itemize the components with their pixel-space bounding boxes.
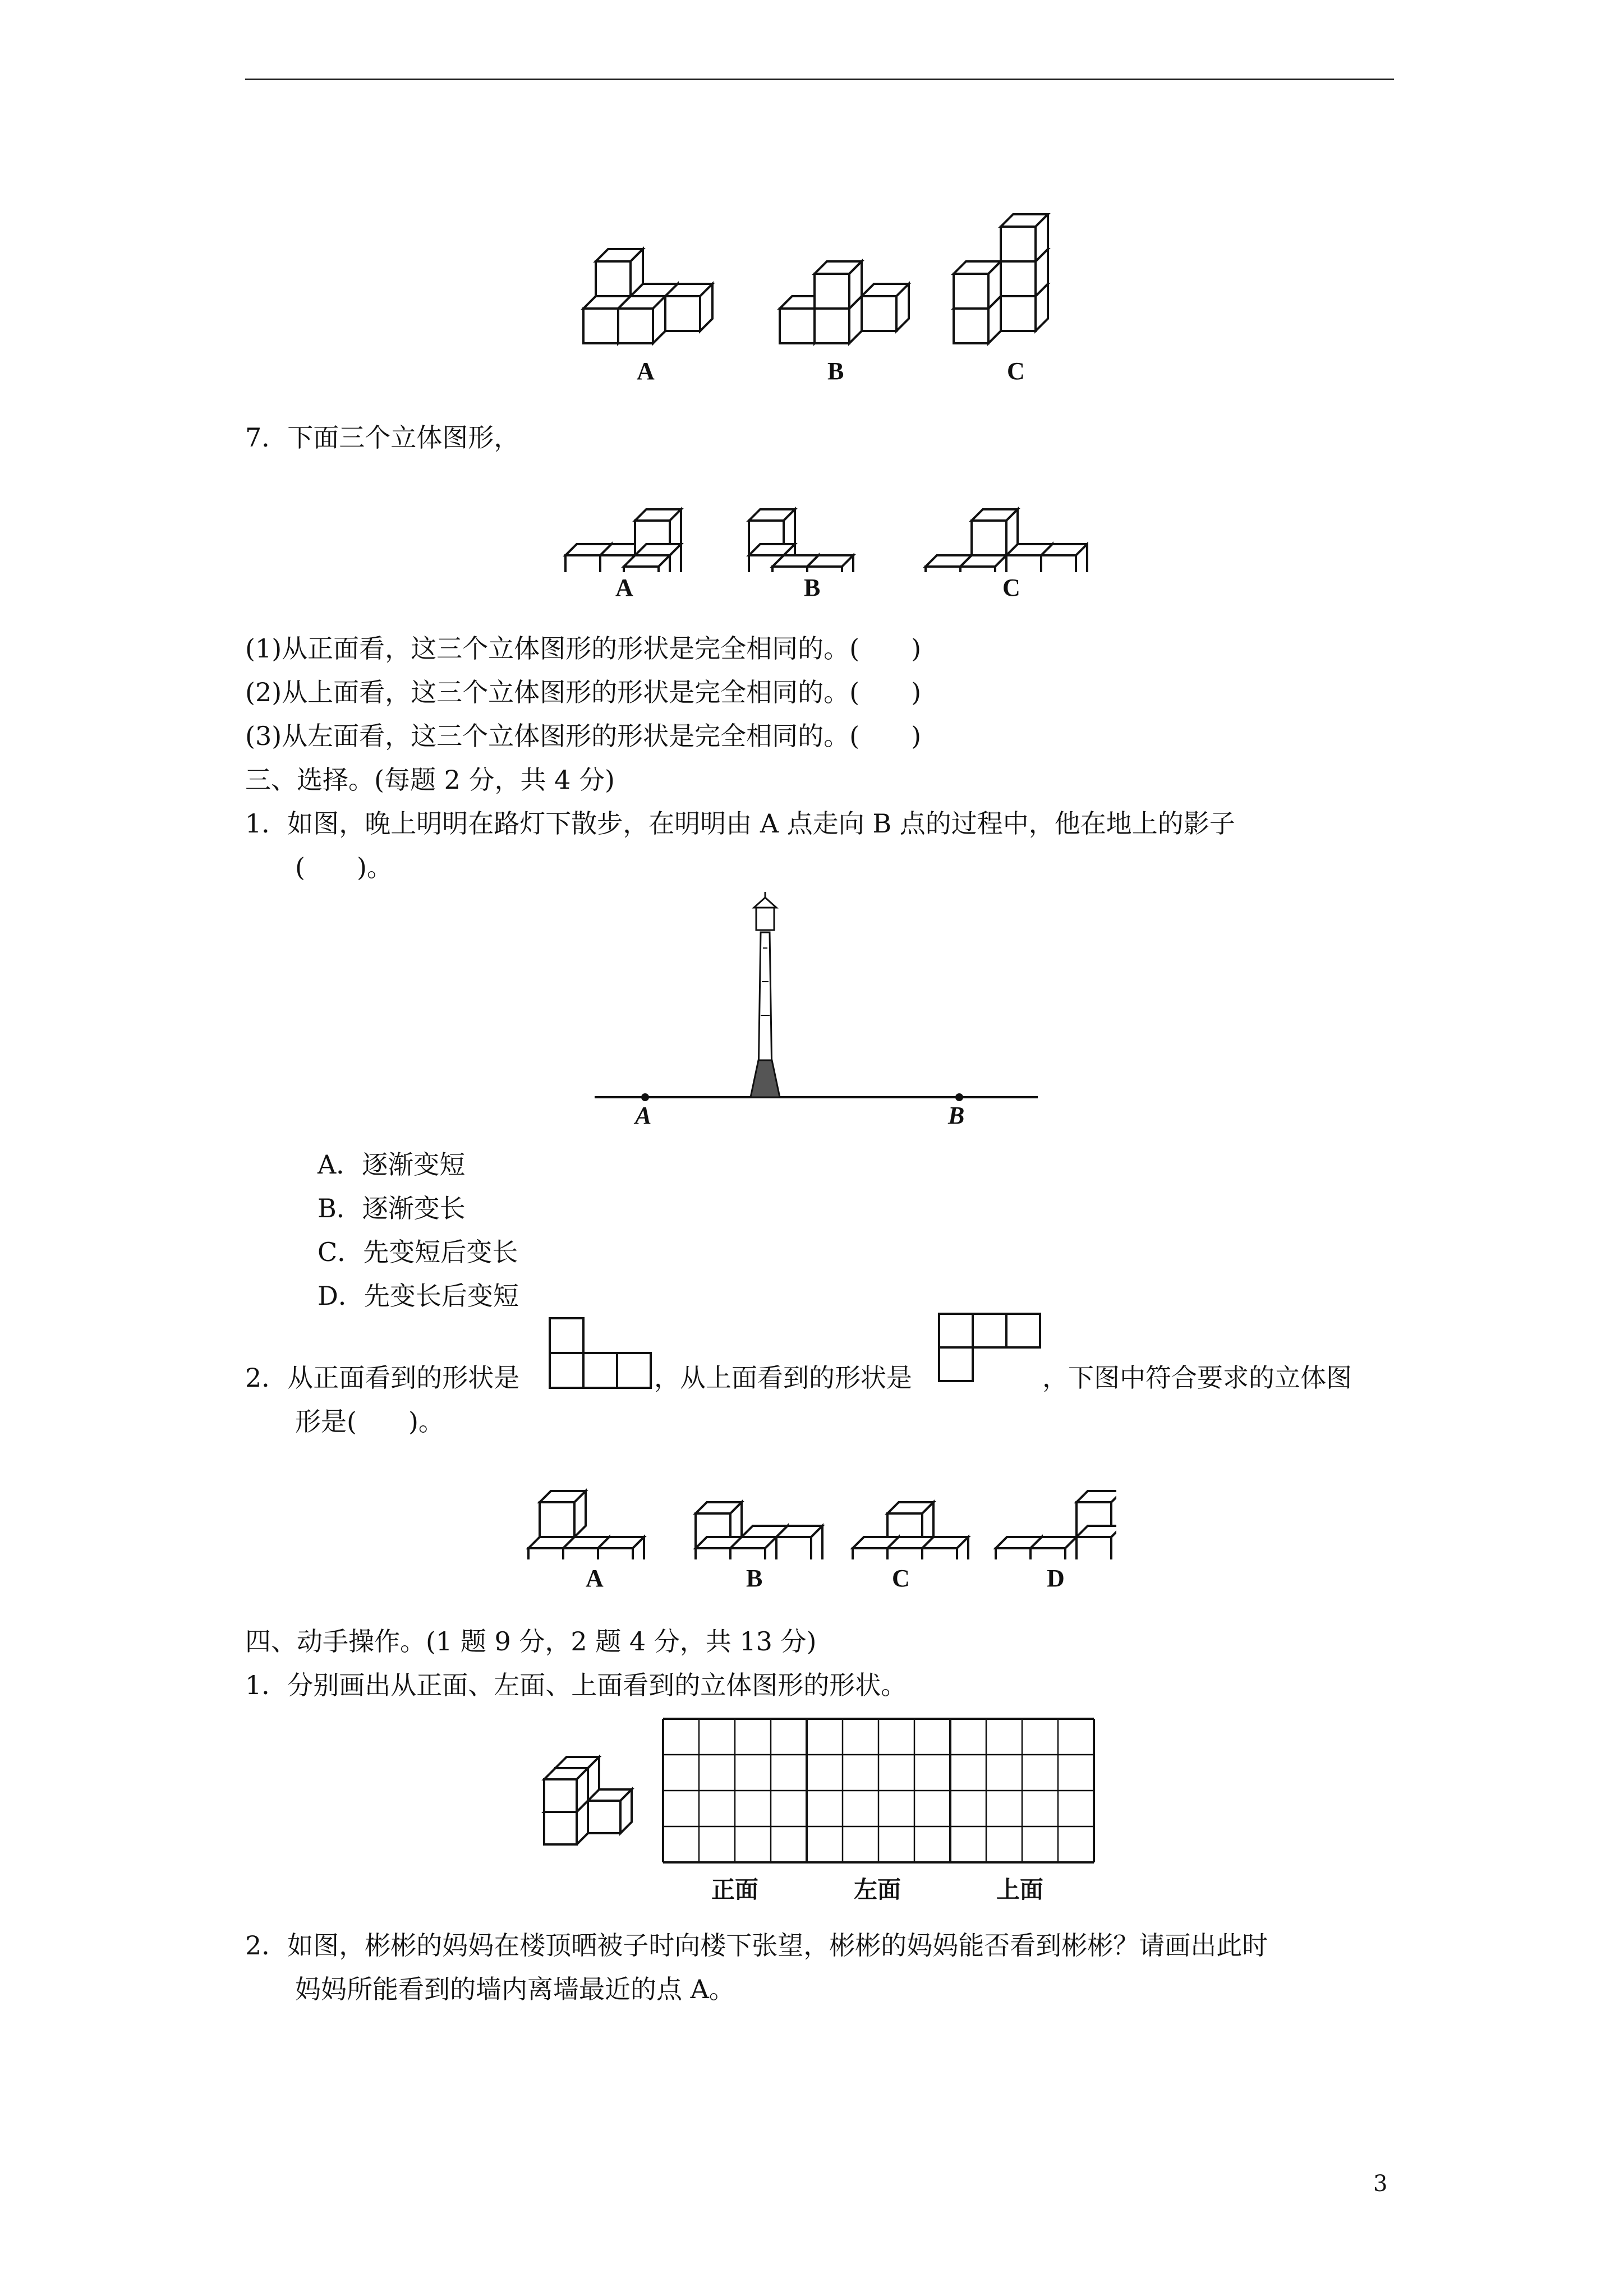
q7-label-a: A — [615, 574, 633, 601]
section3-q2-part1: 2．从正面看到的形状是 — [245, 1363, 520, 1393]
section4-cube-figure — [539, 1739, 651, 1846]
q7-label-c: C — [1002, 574, 1020, 601]
section3-heading: 三、选择。(每题 2 分，共 4 分) — [245, 765, 615, 795]
option-b: B．逐渐变长 — [318, 1193, 466, 1223]
q2-figure-c — [853, 1502, 968, 1559]
section4-q2-line1: 2．如图，彬彬的妈妈在楼顶晒被子时向楼下张望，彬彬的妈妈能否看到彬彬？请画出此时 — [245, 1930, 1268, 1961]
q2-label-a: A — [586, 1565, 604, 1592]
q2-figure-a — [528, 1491, 644, 1559]
q2-figure-b — [696, 1502, 822, 1559]
section3-q2-line2: 形是( )。 — [295, 1406, 444, 1437]
grid-label-left: 左面 — [854, 1876, 901, 1903]
q7-item-2: (2)从上面看，这三个立体图形的形状是完全相同的。( ) — [245, 677, 922, 707]
section3-q2-part2: ，从上面看到的形状是 — [654, 1363, 912, 1393]
q2-label-d: D — [1047, 1565, 1065, 1592]
q7-item-1: (1)从正面看，这三个立体图形的形状是完全相同的。( ) — [245, 633, 922, 664]
point-a-dot — [641, 1093, 649, 1101]
q7-title: 7．下面三个立体图形， — [245, 422, 520, 453]
q2-figure-d — [996, 1491, 1116, 1559]
page-number: 3 — [1373, 2171, 1388, 2197]
section4-figure — [544, 1757, 632, 1844]
q7-figure-c — [926, 509, 1087, 572]
section3-q1-line2: ( )。 — [295, 852, 393, 882]
section3-q2-part3: ，下图中符合要求的立体图 — [1042, 1363, 1352, 1393]
section4-heading: 四、动手操作。(1 题 9 分，2 题 4 分，共 13 分) — [245, 1626, 817, 1657]
q7-label-b: B — [804, 574, 821, 601]
q6-label-a: A — [637, 357, 655, 385]
q2-label-b: B — [746, 1565, 763, 1592]
lamp-post — [751, 892, 780, 1097]
header-rule — [245, 79, 1394, 80]
top-view-shape — [938, 1313, 1050, 1386]
q6-label-b: B — [827, 357, 844, 385]
q6-label-c: C — [1007, 357, 1025, 385]
section3-q1-line1: 1．如图，晚上明明在路灯下散步，在明明由 A 点走向 B 点的过程中，他在地上的影子 — [245, 808, 1235, 839]
q6-figure-a — [583, 249, 712, 343]
q6-cube-figures — [561, 213, 1066, 359]
front-view-shape — [549, 1317, 655, 1390]
point-a-label: A — [635, 1102, 652, 1129]
q2-option-figures — [522, 1453, 1116, 1559]
answer-grid[interactable] — [662, 1718, 1099, 1865]
q7-figure-b — [749, 509, 853, 572]
q7-figure-a — [565, 509, 681, 572]
q6-figure-b — [780, 261, 909, 343]
option-a: A．逐渐变短 — [318, 1149, 466, 1180]
street-lamp-figure — [595, 892, 1043, 1116]
grid-label-front: 正面 — [711, 1876, 759, 1903]
option-c: C．先变短后变长 — [318, 1237, 518, 1267]
q7-cube-figures — [550, 471, 1088, 572]
point-b-label: B — [948, 1102, 965, 1129]
section4-q1: 1．分别画出从正面、左面、上面看到的立体图形的形状。 — [245, 1670, 907, 1700]
q2-label-c: C — [892, 1565, 910, 1592]
q6-figure-c — [954, 214, 1048, 343]
q7-item-3: (3)从左面看，这三个立体图形的形状是完全相同的。( ) — [245, 721, 922, 751]
grid-label-top: 上面 — [996, 1876, 1044, 1903]
option-d: D．先变长后变短 — [318, 1281, 519, 1311]
point-b-dot — [955, 1093, 963, 1101]
section4-q2-line2: 妈妈所能看到的墙内离墙最近的点 A。 — [295, 1974, 735, 2004]
